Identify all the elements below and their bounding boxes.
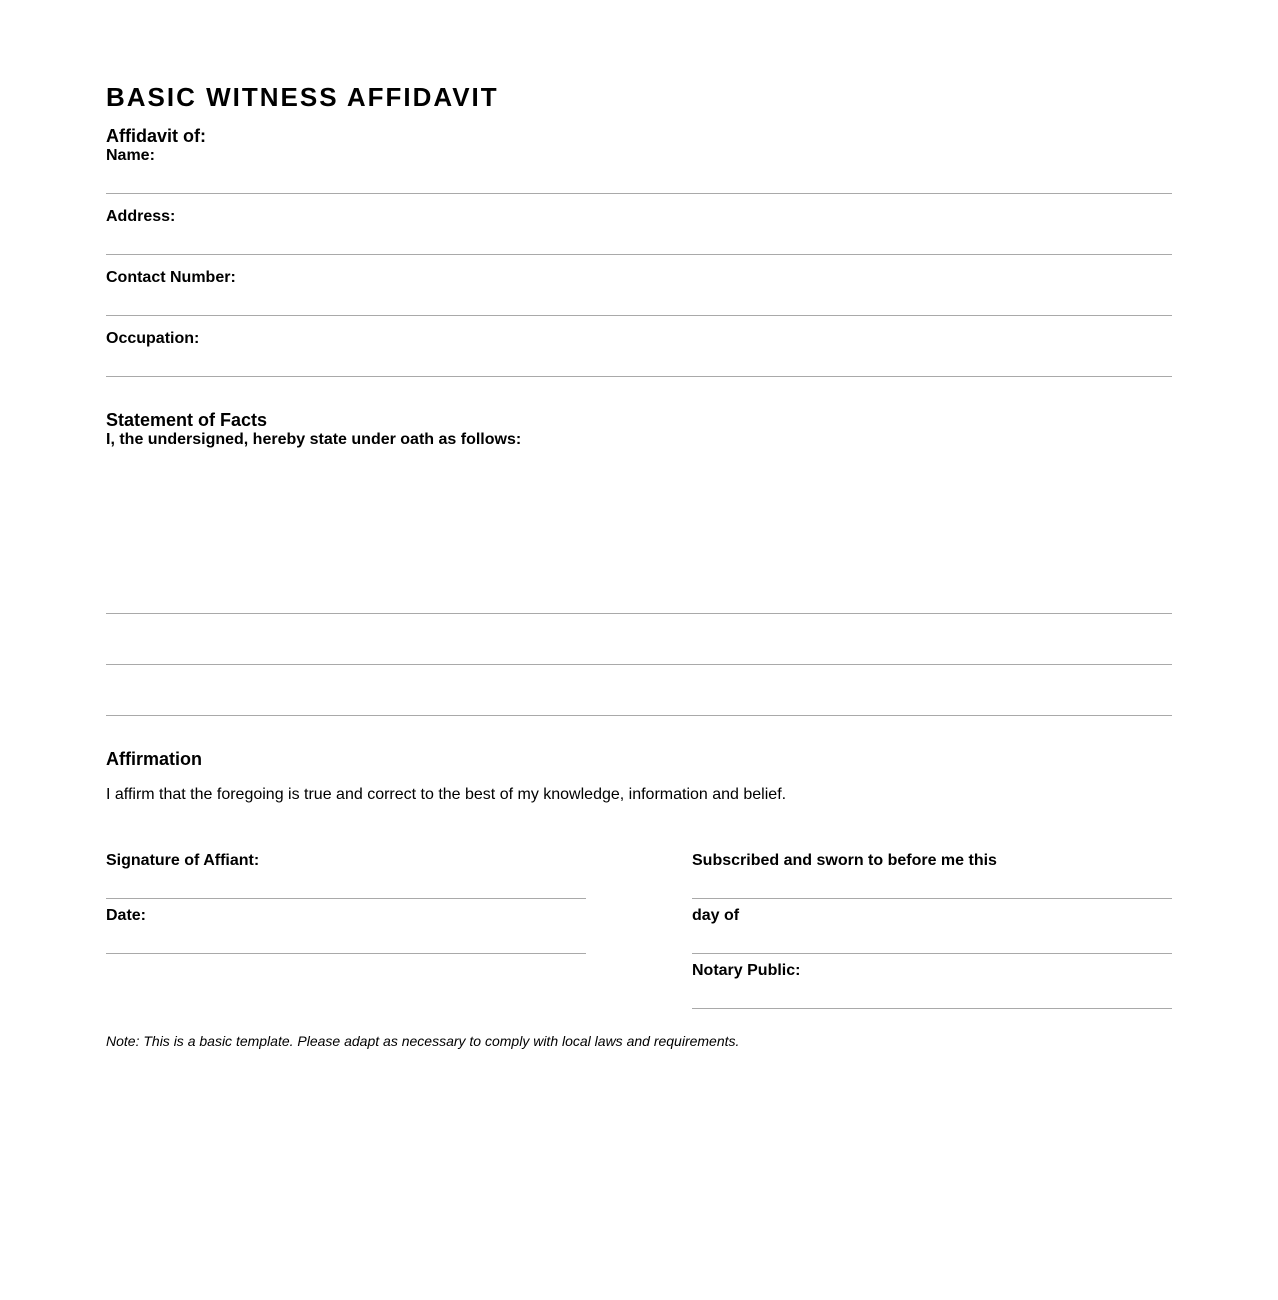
statement-line-3[interactable] xyxy=(106,715,1172,716)
contact-number-label: Contact Number: xyxy=(106,269,236,286)
statement-intro: I, the undersigned, hereby state under oath as follows: xyxy=(106,431,522,448)
subscribed-sworn-label: Subscribed and sworn to before me this xyxy=(692,852,997,869)
signature-of-affiant-label: Signature of Affiant: xyxy=(106,852,260,869)
occupation-label: Occupation: xyxy=(106,330,200,347)
occupation-line[interactable] xyxy=(106,376,1172,377)
name-label: Name: xyxy=(106,147,155,164)
contact-number-line[interactable] xyxy=(106,315,1172,316)
name-line[interactable] xyxy=(106,193,1172,194)
address-label: Address: xyxy=(106,208,176,225)
affiant-heading: Affidavit of: xyxy=(106,126,206,146)
statement-heading: Statement of Facts xyxy=(106,410,268,430)
date-line[interactable] xyxy=(106,953,586,954)
affirmation-heading: Affirmation xyxy=(106,749,202,769)
sworn-line[interactable] xyxy=(692,898,1172,899)
signature-line[interactable] xyxy=(106,898,586,899)
document-title: BASIC WITNESS AFFIDAVIT xyxy=(106,82,499,112)
notary-line[interactable] xyxy=(692,1008,1172,1009)
date-label: Date: xyxy=(106,907,147,924)
affirmation-text: I affirm that the foregoing is true and correct to the best of my knowledge, information and belief. xyxy=(106,786,787,803)
statement-line-1[interactable] xyxy=(106,613,1172,614)
address-line[interactable] xyxy=(106,254,1172,255)
template-note: Note: This is a basic template. Please adapt as necessary to comply with local laws and requirements. xyxy=(106,1033,740,1049)
statement-line-2[interactable] xyxy=(106,664,1172,665)
notary-public-label: Notary Public: xyxy=(692,962,801,979)
day-of-label: day of xyxy=(692,907,740,924)
day-of-line[interactable] xyxy=(692,953,1172,954)
